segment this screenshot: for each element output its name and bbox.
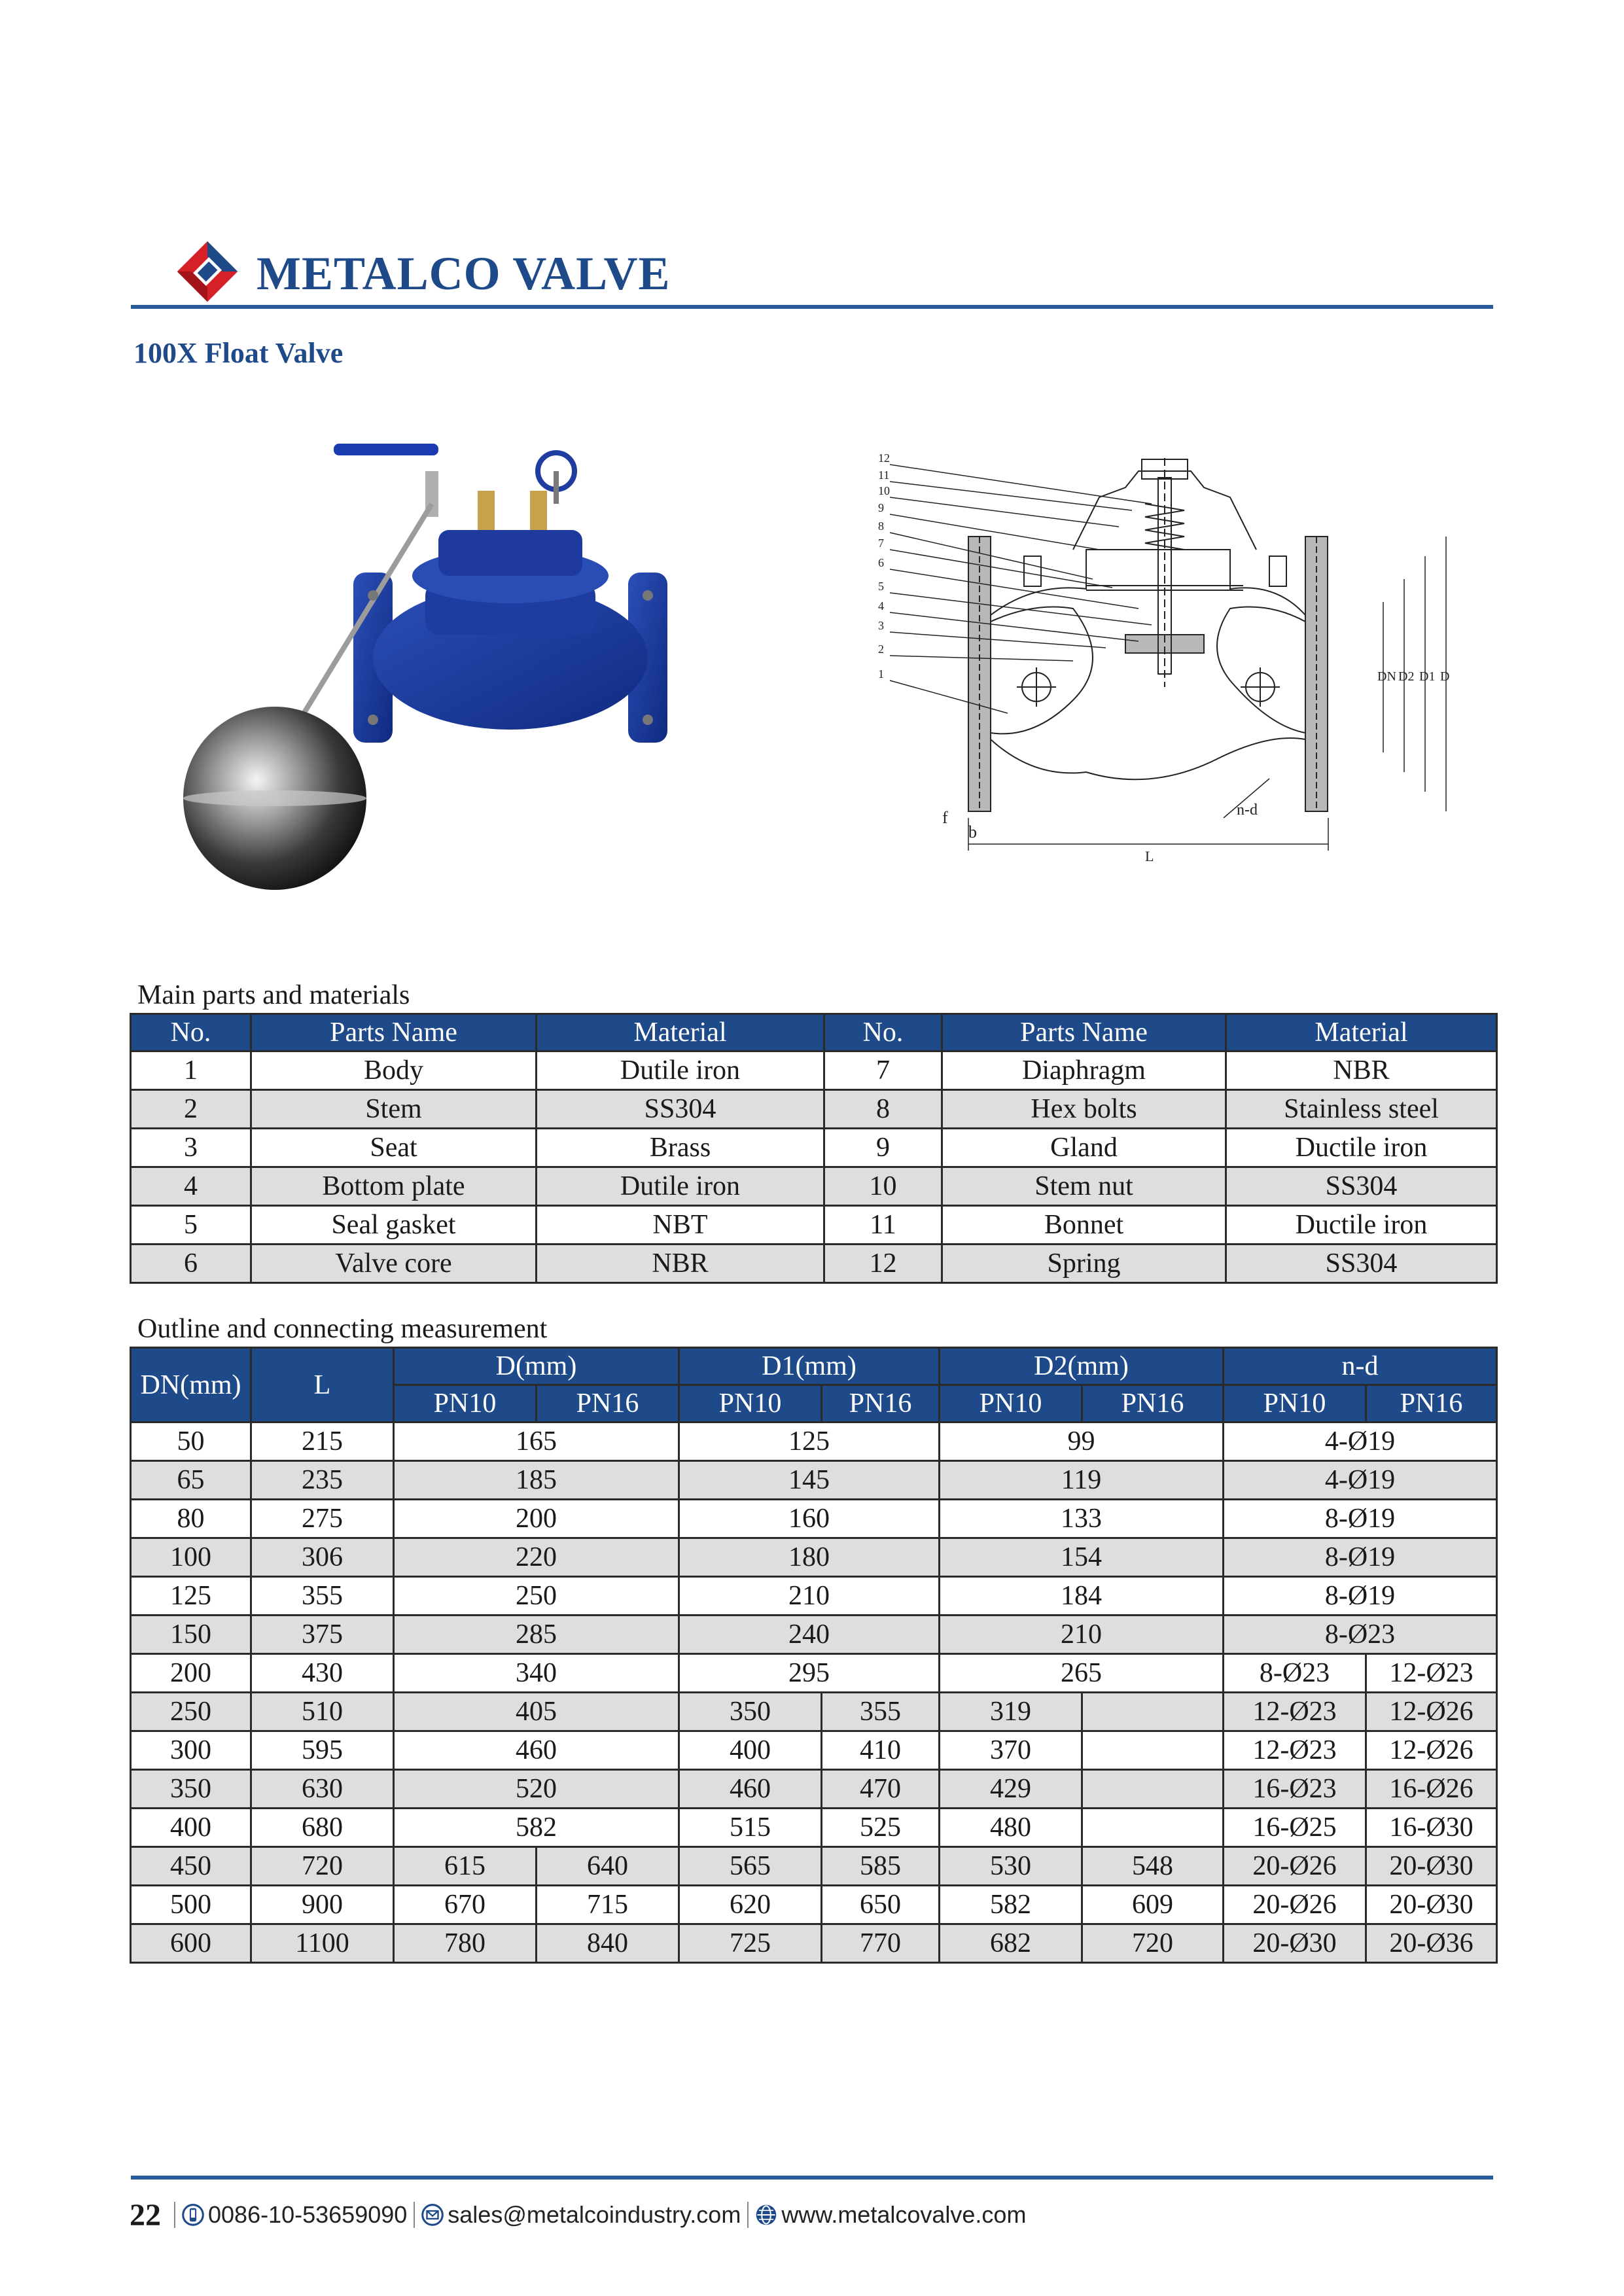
table-cell: 1100 [251, 1924, 394, 1963]
table-cell: 640 [537, 1847, 679, 1886]
table-cell: 582 [394, 1809, 679, 1847]
table-cell: 515 [679, 1809, 822, 1847]
col-group-n-d: n-d [1224, 1348, 1497, 1385]
col-no: No. [824, 1014, 942, 1051]
col-pn16: PN16 [822, 1385, 940, 1422]
footer-separator [747, 2202, 749, 2228]
table-cell: 160 [679, 1500, 940, 1538]
dim-l: L [1145, 848, 1154, 864]
col-pn10: PN10 [679, 1385, 822, 1422]
table-cell: 682 [940, 1924, 1082, 1963]
table-cell: 200 [394, 1500, 679, 1538]
table-cell: 3 [131, 1129, 251, 1167]
table-cell: Ductile iron [1226, 1129, 1497, 1167]
callout-2: 2 [878, 643, 884, 656]
table-cell: 4-Ø19 [1224, 1461, 1497, 1500]
table-cell: 185 [394, 1461, 679, 1500]
float-valve-photo [177, 432, 700, 903]
table-cell: 184 [940, 1577, 1224, 1616]
col-group-d2: D2(mm) [940, 1348, 1224, 1385]
table-cell: 429 [940, 1770, 1082, 1809]
table-cell: 405 [394, 1693, 679, 1731]
table-row [131, 1206, 1497, 1245]
table-row [131, 1577, 1497, 1616]
table-cell: 8 [824, 1090, 942, 1129]
table-cell: 8-Ø19 [1224, 1500, 1497, 1538]
dim-d1: D1 [1419, 669, 1436, 684]
table-cell: Bottom plate [251, 1167, 537, 1206]
table-cell: Gland [942, 1129, 1226, 1167]
table-cell: Seat [251, 1129, 537, 1167]
table-cell: 720 [251, 1847, 394, 1886]
table-cell: 20-Ø26 [1224, 1847, 1366, 1886]
table-cell: Stem [251, 1090, 537, 1129]
table-row [131, 1886, 1497, 1924]
callout-11: 11 [878, 468, 890, 482]
table-cell: 180 [679, 1538, 940, 1577]
table-cell: 250 [394, 1577, 679, 1616]
table-cell [1082, 1731, 1224, 1770]
table-cell: 154 [940, 1538, 1224, 1577]
table-cell: 375 [251, 1616, 394, 1654]
table-cell: 210 [940, 1616, 1224, 1654]
table-cell: 125 [679, 1422, 940, 1461]
footer-separator [414, 2202, 415, 2228]
dim-dn: DN [1377, 669, 1396, 684]
table-cell: 715 [537, 1886, 679, 1924]
table-cell: 12-Ø23 [1224, 1731, 1366, 1770]
table-cell: 220 [394, 1538, 679, 1577]
table-cell: 6 [131, 1245, 251, 1283]
table-cell: 400 [679, 1731, 822, 1770]
table-cell: 99 [940, 1422, 1224, 1461]
table-cell [1082, 1693, 1224, 1731]
table-cell: 720 [1082, 1924, 1224, 1963]
table-cell: 600 [131, 1924, 251, 1963]
table-cell: 12-Ø23 [1224, 1693, 1366, 1731]
table-cell: 1 [131, 1051, 251, 1090]
table-cell: 548 [1082, 1847, 1224, 1886]
table-cell [1082, 1770, 1224, 1809]
table-row [131, 1693, 1497, 1731]
table-cell: 430 [251, 1654, 394, 1693]
table-row [131, 1500, 1497, 1538]
col-pn10: PN10 [394, 1385, 537, 1422]
col-group-d: D(mm) [394, 1348, 679, 1385]
table-row [131, 1461, 1497, 1500]
table-row [131, 1770, 1497, 1809]
table-row [131, 1090, 1497, 1129]
table-cell: 725 [679, 1924, 822, 1963]
table-cell: 165 [394, 1422, 679, 1461]
table-cell: 370 [940, 1731, 1082, 1770]
table-cell: 319 [940, 1693, 1082, 1731]
table-cell: 350 [131, 1770, 251, 1809]
phone-icon [182, 2204, 204, 2226]
table-cell: 900 [251, 1886, 394, 1924]
table-row [131, 1051, 1497, 1090]
table-cell: 100 [131, 1538, 251, 1577]
globe-icon [755, 2204, 777, 2226]
callout-9: 9 [878, 501, 884, 514]
table-cell: 565 [679, 1847, 822, 1886]
table-cell: 450 [131, 1847, 251, 1886]
callout-3: 3 [878, 619, 884, 632]
table-cell: 400 [131, 1809, 251, 1847]
table-cell: 650 [822, 1886, 940, 1924]
col-l: L [251, 1348, 394, 1422]
dim-b: b [968, 822, 977, 841]
valve-cross-section-drawing [877, 451, 1492, 883]
table-cell: 20-Ø26 [1224, 1886, 1366, 1924]
table-cell: 240 [679, 1616, 940, 1654]
callout-4: 4 [878, 599, 884, 612]
table-cell: 200 [131, 1654, 251, 1693]
table-cell: Body [251, 1051, 537, 1090]
table-cell: 609 [1082, 1886, 1224, 1924]
brand-name: METALCO VALVE [256, 247, 671, 300]
callout-10: 10 [878, 484, 890, 497]
table-cell: 355 [822, 1693, 940, 1731]
table-cell: 8-Ø19 [1224, 1538, 1497, 1577]
table-cell: 306 [251, 1538, 394, 1577]
header-divider [131, 305, 1493, 309]
table-cell: 470 [822, 1770, 940, 1809]
col-parts-name: Parts Name [942, 1014, 1226, 1051]
table-row [131, 1654, 1497, 1693]
table-cell: 620 [679, 1886, 822, 1924]
table-cell: NBR [537, 1245, 824, 1283]
table-cell: 582 [940, 1886, 1082, 1924]
table-cell: 50 [131, 1422, 251, 1461]
table-cell: 16-Ø25 [1224, 1809, 1366, 1847]
col-pn10: PN10 [940, 1385, 1082, 1422]
table-cell: 12-Ø26 [1366, 1693, 1497, 1731]
dim-f: f [942, 808, 948, 827]
table-cell: 210 [679, 1577, 940, 1616]
dims-table-title: Outline and connecting measurement [137, 1314, 548, 1344]
footer [130, 2199, 1026, 2231]
col-material: Material [537, 1014, 824, 1051]
table-cell: 595 [251, 1731, 394, 1770]
table-cell: 340 [394, 1654, 679, 1693]
col-pn10: PN10 [1224, 1385, 1366, 1422]
table-cell: 16-Ø23 [1224, 1770, 1366, 1809]
col-pn16: PN16 [537, 1385, 679, 1422]
table-cell: 80 [131, 1500, 251, 1538]
table-cell: 20-Ø36 [1366, 1924, 1497, 1963]
table-cell: 7 [824, 1051, 942, 1090]
col-group-d1: D1(mm) [679, 1348, 940, 1385]
table-cell: 480 [940, 1809, 1082, 1847]
table-cell: 4 [131, 1167, 251, 1206]
table-cell: 780 [394, 1924, 537, 1963]
table-row [131, 1538, 1497, 1577]
table-cell: SS304 [1226, 1245, 1497, 1283]
table-cell: Dutile iron [537, 1167, 824, 1206]
table-cell: Diaphragm [942, 1051, 1226, 1090]
table-cell: Bonnet [942, 1206, 1226, 1245]
table-cell: 265 [940, 1654, 1224, 1693]
parts-table [130, 1013, 1498, 1284]
table-cell: SS304 [537, 1090, 824, 1129]
table-cell: 530 [940, 1847, 1082, 1886]
table-cell: 460 [679, 1770, 822, 1809]
table-cell: 840 [537, 1924, 679, 1963]
col-pn16: PN16 [1082, 1385, 1224, 1422]
table-cell: 145 [679, 1461, 940, 1500]
table-cell: Valve core [251, 1245, 537, 1283]
table-row [131, 1924, 1497, 1963]
table-cell: Stem nut [942, 1167, 1226, 1206]
table-cell: 10 [824, 1167, 942, 1206]
table-cell: 9 [824, 1129, 942, 1167]
footer-email[interactable]: sales@metalcoindustry.com [448, 2201, 741, 2228]
table-cell: Ductile iron [1226, 1206, 1497, 1245]
table-cell: 150 [131, 1616, 251, 1654]
table-cell: Dutile iron [537, 1051, 824, 1090]
col-parts-name: Parts Name [251, 1014, 537, 1051]
table-cell: Hex bolts [942, 1090, 1226, 1129]
table-cell [1082, 1809, 1224, 1847]
table-cell: 8-Ø23 [1224, 1654, 1366, 1693]
table-cell: 65 [131, 1461, 251, 1500]
table-row [131, 1129, 1497, 1167]
table-row [131, 1616, 1497, 1654]
metalco-logo-icon [171, 236, 243, 308]
table-cell: 355 [251, 1577, 394, 1616]
table-cell: NBT [537, 1206, 824, 1245]
table-cell: 20-Ø30 [1366, 1886, 1497, 1924]
dim-d2: D2 [1398, 669, 1415, 684]
table-cell: 520 [394, 1770, 679, 1809]
table-cell: 12-Ø26 [1366, 1731, 1497, 1770]
table-cell: 670 [394, 1886, 537, 1924]
table-cell: 20-Ø30 [1366, 1847, 1497, 1886]
table-cell: Brass [537, 1129, 824, 1167]
table-cell: 8-Ø23 [1224, 1616, 1497, 1654]
col-pn16: PN16 [1366, 1385, 1497, 1422]
table-cell: 410 [822, 1731, 940, 1770]
table-cell: 125 [131, 1577, 251, 1616]
table-cell: 770 [822, 1924, 940, 1963]
table-cell: 20-Ø30 [1224, 1924, 1366, 1963]
col-dn: DN(mm) [131, 1348, 251, 1422]
table-cell: 350 [679, 1693, 822, 1731]
table-cell: 8-Ø19 [1224, 1577, 1497, 1616]
table-row [131, 1731, 1497, 1770]
table-cell: 500 [131, 1886, 251, 1924]
table-cell: 285 [394, 1616, 679, 1654]
callout-8: 8 [878, 520, 884, 533]
parts-table-title: Main parts and materials [137, 980, 410, 1010]
table-cell: 12-Ø23 [1366, 1654, 1497, 1693]
table-cell: 235 [251, 1461, 394, 1500]
table-cell: 630 [251, 1770, 394, 1809]
table-cell: 4-Ø19 [1224, 1422, 1497, 1461]
table-cell: 275 [251, 1500, 394, 1538]
page-title: 100X Float Valve [133, 337, 344, 369]
callout-6: 6 [878, 556, 884, 569]
callout-7: 7 [878, 537, 884, 550]
table-cell: 510 [251, 1693, 394, 1731]
table-row [131, 1167, 1497, 1206]
table-cell: Seal gasket [251, 1206, 537, 1245]
col-no: No. [131, 1014, 251, 1051]
table-cell: 12 [824, 1245, 942, 1283]
email-icon [421, 2204, 444, 2226]
footer-separator [174, 2202, 175, 2228]
page-number: 22 [130, 2197, 161, 2233]
dims-table [130, 1347, 1498, 1964]
table-cell: SS304 [1226, 1167, 1497, 1206]
table-row [131, 1245, 1497, 1283]
table-row [131, 1847, 1497, 1886]
table-cell: 300 [131, 1731, 251, 1770]
table-cell: 16-Ø30 [1366, 1809, 1497, 1847]
footer-website[interactable]: www.metalcovalve.com [781, 2201, 1027, 2228]
dim-d: D [1440, 669, 1450, 684]
table-cell: 295 [679, 1654, 940, 1693]
callout-5: 5 [878, 580, 884, 593]
table-cell: 250 [131, 1693, 251, 1731]
table-cell: 460 [394, 1731, 679, 1770]
table-row [131, 1422, 1497, 1461]
table-cell: Spring [942, 1245, 1226, 1283]
table-cell: 5 [131, 1206, 251, 1245]
table-cell: 133 [940, 1500, 1224, 1538]
dim-n-d: n-d [1237, 802, 1258, 819]
table-cell: 585 [822, 1847, 940, 1886]
table-cell: 2 [131, 1090, 251, 1129]
footer-phone[interactable]: 0086-10-53659090 [208, 2201, 408, 2228]
footer-divider [131, 2176, 1493, 2180]
col-material: Material [1226, 1014, 1497, 1051]
table-row [131, 1809, 1497, 1847]
table-cell: 615 [394, 1847, 537, 1886]
table-cell: NBR [1226, 1051, 1497, 1090]
table-cell: 525 [822, 1809, 940, 1847]
table-cell: 119 [940, 1461, 1224, 1500]
callout-12: 12 [878, 451, 890, 465]
table-cell: 215 [251, 1422, 394, 1461]
table-cell: 680 [251, 1809, 394, 1847]
table-cell: 11 [824, 1206, 942, 1245]
table-cell: 16-Ø26 [1366, 1770, 1497, 1809]
table-cell: Stainless steel [1226, 1090, 1497, 1129]
callout-1: 1 [878, 667, 884, 680]
